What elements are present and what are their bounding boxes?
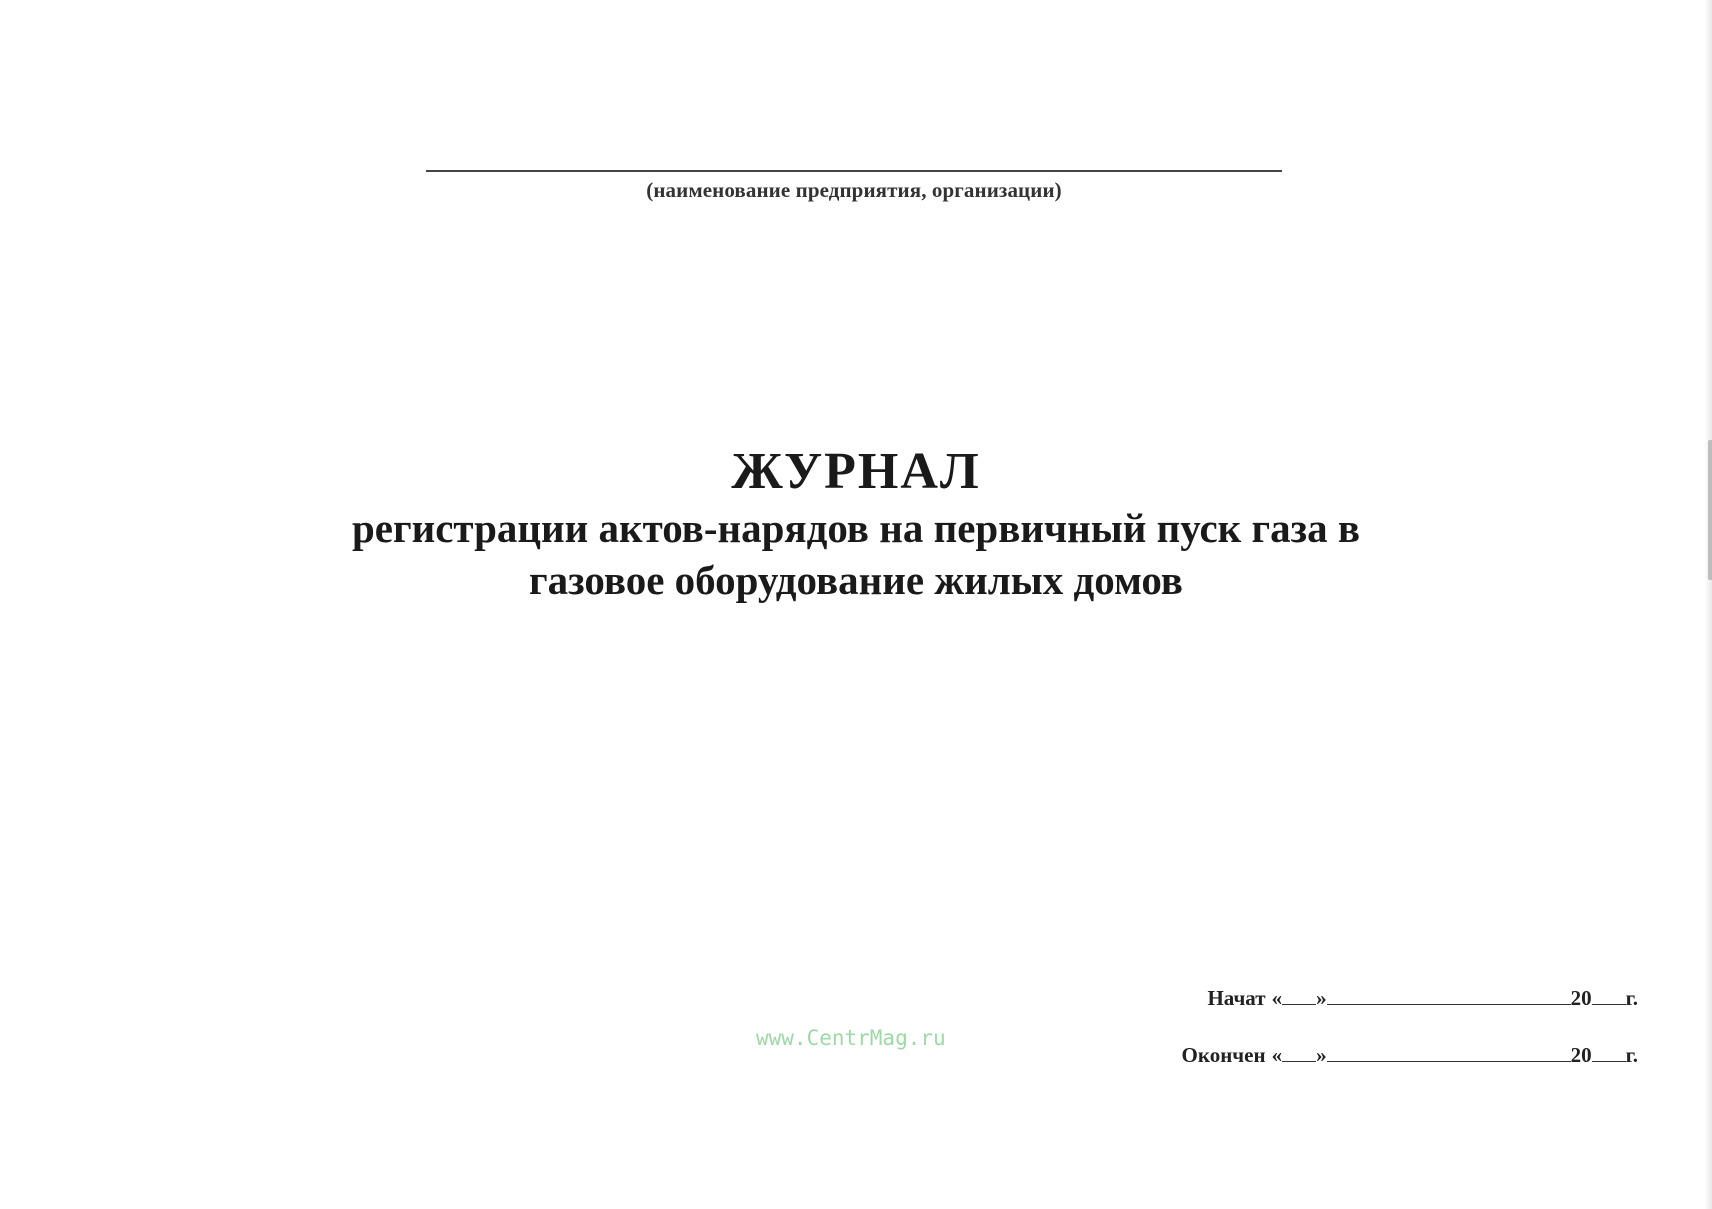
start-date-century: 20 [1570,986,1592,1010]
start-date-open-quote: « [1271,986,1283,1010]
end-day-blank [1282,1043,1316,1062]
end-year-blank [1592,1043,1626,1062]
start-date-suffix: г. [1625,986,1638,1010]
journal-subtitle-line-2: газовое оборудование жилых домов [529,557,1183,603]
end-date-open-quote: « [1271,1043,1283,1067]
organization-caption: (наименование предприятия, организации) [646,178,1062,202]
end-date-row [1182,1043,1638,1068]
end-date-century: 20 [1570,1043,1592,1067]
end-date-suffix: г. [1625,1043,1638,1067]
page-edge-mark [1708,440,1712,580]
start-year-blank [1592,986,1626,1005]
start-date-close-quote: » [1316,986,1327,1010]
page-edge-shadow [1704,0,1712,1209]
organization-name-line [426,170,1282,172]
end-date-label: Окончен [1181,1043,1266,1067]
organization-block [426,170,1282,203]
start-month-blank [1327,986,1571,1005]
journal-subtitle-line-1: регистрации актов-нарядов на первичный пуск газа в [351,505,1361,551]
start-day-blank [1282,986,1316,1005]
journal-title: ЖУРНАЛ [731,443,981,500]
watermark-text: www.CentrMag.ru [756,1026,946,1050]
journal-title-block [200,442,1512,606]
start-date-label: Начат [1207,986,1266,1010]
end-month-blank [1327,1043,1571,1062]
start-date-row [1207,986,1638,1011]
end-date-close-quote: » [1316,1043,1327,1067]
